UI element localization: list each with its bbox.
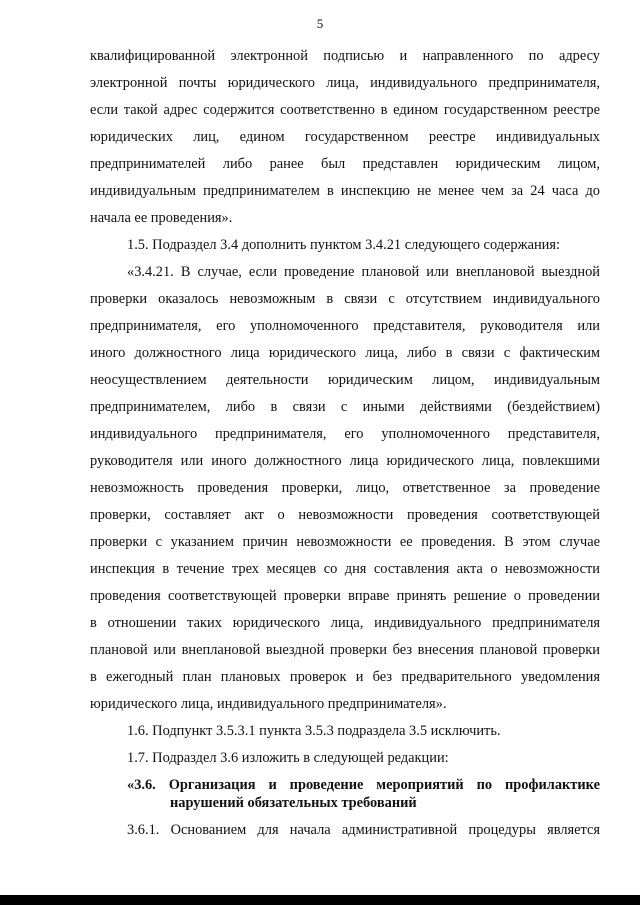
section-heading-continuation: нарушений обязательных требований bbox=[170, 795, 417, 811]
text-line: предпринимателя, его уполномоченного представителя, руководителя или bbox=[90, 318, 600, 334]
text-line: иного должностного лица юридического лица, либо в связи с фактическим bbox=[90, 345, 600, 361]
text-line: в отношении таких юридического лица, индивидуального предпринимателя bbox=[90, 615, 600, 631]
text-line: проведения соответствующей проверки вправе принять решение о проведении bbox=[90, 588, 600, 604]
paragraph-1-6: 1.6. Подпункт 3.5.3.1 пункта 3.5.3 подраздела 3.5 исключить. bbox=[127, 723, 501, 739]
text-line: плановой или внеплановой выездной проверки без внесения плановой проверки bbox=[90, 642, 600, 658]
text-line: электронной почты юридического лица, индивидуального предпринимателя, bbox=[90, 75, 600, 91]
text-line: руководителя или иного должностного лица юридического лица, повлекшими bbox=[90, 453, 600, 469]
text-line: проверки с указанием причин невозможности ее проведения. В этом случае bbox=[90, 534, 600, 550]
text-line: невозможность проведения проверки, лицо, ответственное за проведение bbox=[90, 480, 600, 496]
text-line: проверки оказалось невозможным в связи с отсутствием индивидуального bbox=[90, 291, 600, 307]
text-line: индивидуальным предпринимателем в инспекцию не менее чем за 24 часа до bbox=[90, 183, 600, 199]
text-line: предпринимателем, либо в связи с иными действиями (бездействием) bbox=[90, 399, 600, 415]
section-heading: «3.6. Организация и проведение мероприятий по профилактике bbox=[127, 777, 600, 793]
text-line: квалифицированной электронной подписью и направленного по адресу bbox=[90, 48, 600, 64]
paragraph-1-7: 1.7. Подраздел 3.6 изложить в следующей редакции: bbox=[127, 750, 449, 766]
text-line: индивидуального предпринимателя, его уполномоченного представителя, bbox=[90, 426, 600, 442]
text-line: начала ее проведения». bbox=[90, 210, 233, 226]
text-line: юридического лица, индивидуального предпринимателя». bbox=[90, 696, 447, 712]
text-line: инспекция в течение трех месяцев со дня составления акта о невозможности bbox=[90, 561, 600, 577]
text-line: «3.4.21. В случае, если проведение плановой или внеплановой выездной bbox=[127, 264, 600, 280]
text-line: неосуществлением деятельности юридическим лицом, индивидуальным bbox=[90, 372, 600, 388]
paragraph-1-5: 1.5. Подраздел 3.4 дополнить пунктом 3.4.21 следующего содержания: bbox=[127, 237, 560, 253]
text-line: проверки, составляет акт о невозможности проведения соответствующей bbox=[90, 507, 600, 523]
page-number: 5 bbox=[316, 16, 324, 31]
text-line: в ежегодный план плановых проверок и без предварительного уведомления bbox=[90, 669, 600, 685]
scan-border bbox=[0, 895, 640, 905]
text-line: предпринимателей либо ранее был представлен юридическим лицом, bbox=[90, 156, 600, 172]
paragraph-3-6-1: 3.6.1. Основанием для начала административной процедуры является bbox=[127, 822, 600, 838]
text-line: если такой адрес содержится соответственно в едином государственном реестре bbox=[90, 102, 600, 118]
text-line: юридических лиц, едином государственном реестре индивидуальных bbox=[90, 129, 600, 145]
